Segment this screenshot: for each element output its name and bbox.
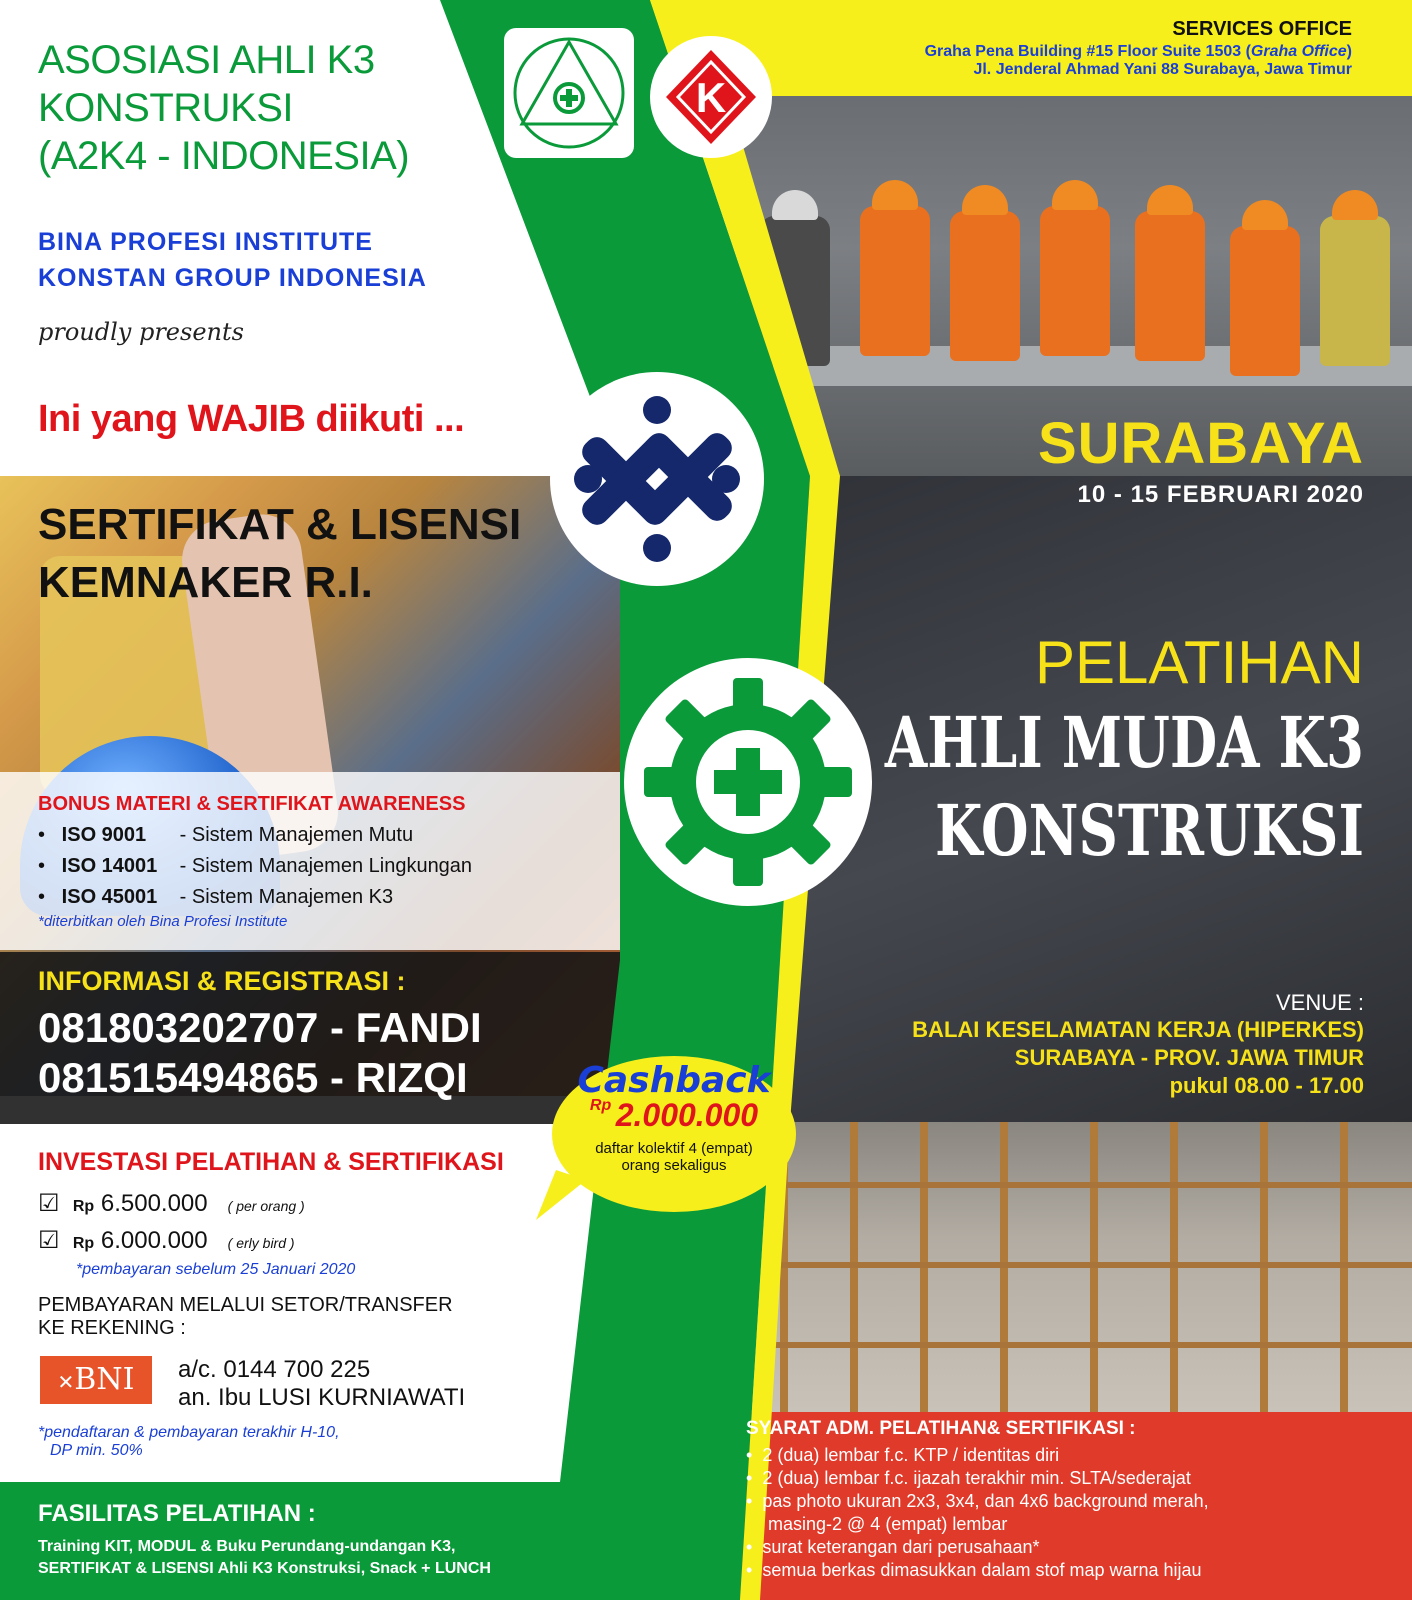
kemnaker-logo bbox=[550, 372, 764, 586]
price-row: ☑ Rp 6.000.000 ( erly bird ) bbox=[38, 1227, 295, 1254]
facilities-line1: Training KIT, MODUL & Buku Perundang-undangan K3, bbox=[38, 1538, 456, 1555]
requirement-item: • pas photo ukuran 2x3, 3x4, dan 4x6 background merah, bbox=[746, 1491, 1209, 1511]
requirement-item: • 2 (dua) lembar f.c. ijazah terakhir min. SLTA/sederajat bbox=[746, 1468, 1191, 1488]
payment-line2: KE REKENING : bbox=[38, 1317, 186, 1339]
payment-line1: PEMBAYARAN MELALUI SETOR/TRANSFER bbox=[38, 1294, 453, 1316]
requirement-item-cont: masing-2 @ 4 (empat) lembar bbox=[768, 1514, 1008, 1534]
bonus-heading: BONUS MATERI & SERTIFIKAT AWARENESS bbox=[38, 793, 466, 815]
payment-note2: DP min. 50% bbox=[50, 1442, 143, 1459]
cashback-note2: orang sekaligus bbox=[621, 1157, 727, 1174]
phone-rizqi[interactable]: 081515494865 - RIZQI bbox=[38, 1054, 468, 1101]
phone-fandi[interactable]: 081803202707 - FANDI bbox=[38, 1004, 482, 1051]
services-office-line2: Jl. Jenderal Ahmad Yani 88 Surabaya, Jawa Timur bbox=[973, 61, 1352, 78]
kemnaker-icon bbox=[550, 372, 764, 586]
services-office-title: SERVICES OFFICE bbox=[1172, 18, 1352, 40]
presents-text: proudly presents bbox=[38, 318, 244, 346]
certificate-line2: KEMNAKER R.I. bbox=[38, 558, 373, 607]
certificate-line1: SERTIFIKAT & LISENSI bbox=[38, 500, 522, 549]
org-name-line1: ASOSIASI AHLI K3 bbox=[38, 38, 375, 82]
account-holder: an. Ibu LUSI KURNIAWATI bbox=[178, 1384, 466, 1411]
partner-line2: KONSTAN GROUP INDONESIA bbox=[38, 264, 427, 292]
bonus-note: *diterbitkan oleh Bina Profesi Institute bbox=[38, 913, 288, 930]
org-name-line3: (A2K4 - INDONESIA) bbox=[38, 134, 410, 178]
investment-heading: INVESTASI PELATIHAN & SERTIFIKASI bbox=[38, 1148, 504, 1176]
services-office-line1: Graha Pena Building #15 Floor Suite 1503 (Graha Office) bbox=[924, 43, 1352, 60]
bni-logo: ✕BNI bbox=[40, 1356, 152, 1404]
facilities-line2: SERTIFIKAT & LISENSI Ahli K3 Konstruksi, Snack + LUNCH bbox=[38, 1560, 491, 1577]
k-diamond-icon bbox=[650, 36, 772, 158]
bonus-item: • ISO 9001 - Sistem Manajemen Mutu bbox=[38, 824, 414, 846]
venue-line2: SURABAYA - PROV. JAWA TIMUR bbox=[1014, 1045, 1364, 1070]
early-bird-note: *pembayaran sebelum 25 Januari 2020 bbox=[76, 1261, 356, 1278]
training-label: PELATIHAN bbox=[1035, 629, 1364, 696]
requirement-item: • semua berkas dimasukkan dalam stof map warna hijau bbox=[746, 1560, 1202, 1580]
bni-mark-icon: ✕ bbox=[57, 1370, 75, 1394]
training-title-line1: AHLI MUDA K3 bbox=[884, 701, 1364, 784]
tagline: Ini yang WAJIB diikuti ... bbox=[38, 398, 465, 440]
venue-time: pukul 08.00 - 17.00 bbox=[1169, 1073, 1364, 1098]
partner-line1: BINA PROFESI INSTITUTE bbox=[38, 228, 373, 256]
bonus-item: • ISO 45001 - Sistem Manajemen K3 bbox=[38, 886, 394, 908]
cashback-note1: daftar kolektif 4 (empat) bbox=[595, 1140, 753, 1157]
cashback-title: Cashback bbox=[577, 1060, 771, 1101]
requirement-item: • surat keterangan dari perusahaan* bbox=[746, 1537, 1040, 1557]
venue-label: VENUE : bbox=[1275, 990, 1364, 1015]
triangle-gear-icon bbox=[504, 28, 634, 158]
registration-heading: INFORMASI & REGISTRASI : bbox=[38, 966, 406, 996]
requirements-heading: SYARAT ADM. PELATIHAN& SERTIFIKASI : bbox=[746, 1418, 1136, 1439]
venue-line1: BALAI KESELAMATAN KERJA (HIPERKES) bbox=[912, 1017, 1364, 1042]
svg-text:K: K bbox=[695, 74, 727, 121]
cashback-amount-line: Rp 2.000.000 bbox=[589, 1097, 759, 1133]
price-row: ☑ Rp 6.500.000 ( per orang ) bbox=[38, 1190, 305, 1217]
org-name-line2: KONSTRUKSI bbox=[38, 86, 294, 130]
a2k4-logo bbox=[504, 28, 634, 158]
event-dates: 10 - 15 FEBRUARI 2020 bbox=[1077, 481, 1364, 508]
requirement-item: • 2 (dua) lembar f.c. KTP / identitas diri bbox=[746, 1445, 1060, 1465]
city-title: SURABAYA bbox=[1037, 411, 1364, 476]
account-number: a/c. 0144 700 225 bbox=[178, 1356, 371, 1383]
konstan-logo bbox=[650, 36, 772, 158]
training-title-line2: KONSTRUKSI bbox=[935, 789, 1364, 872]
facilities-heading: FASILITAS PELATIHAN : bbox=[38, 1500, 316, 1527]
bonus-item: • ISO 14001 - Sistem Manajemen Lingkungan bbox=[38, 855, 473, 877]
payment-note1: *pendaftaran & pembayaran terakhir H-10, bbox=[38, 1424, 340, 1441]
